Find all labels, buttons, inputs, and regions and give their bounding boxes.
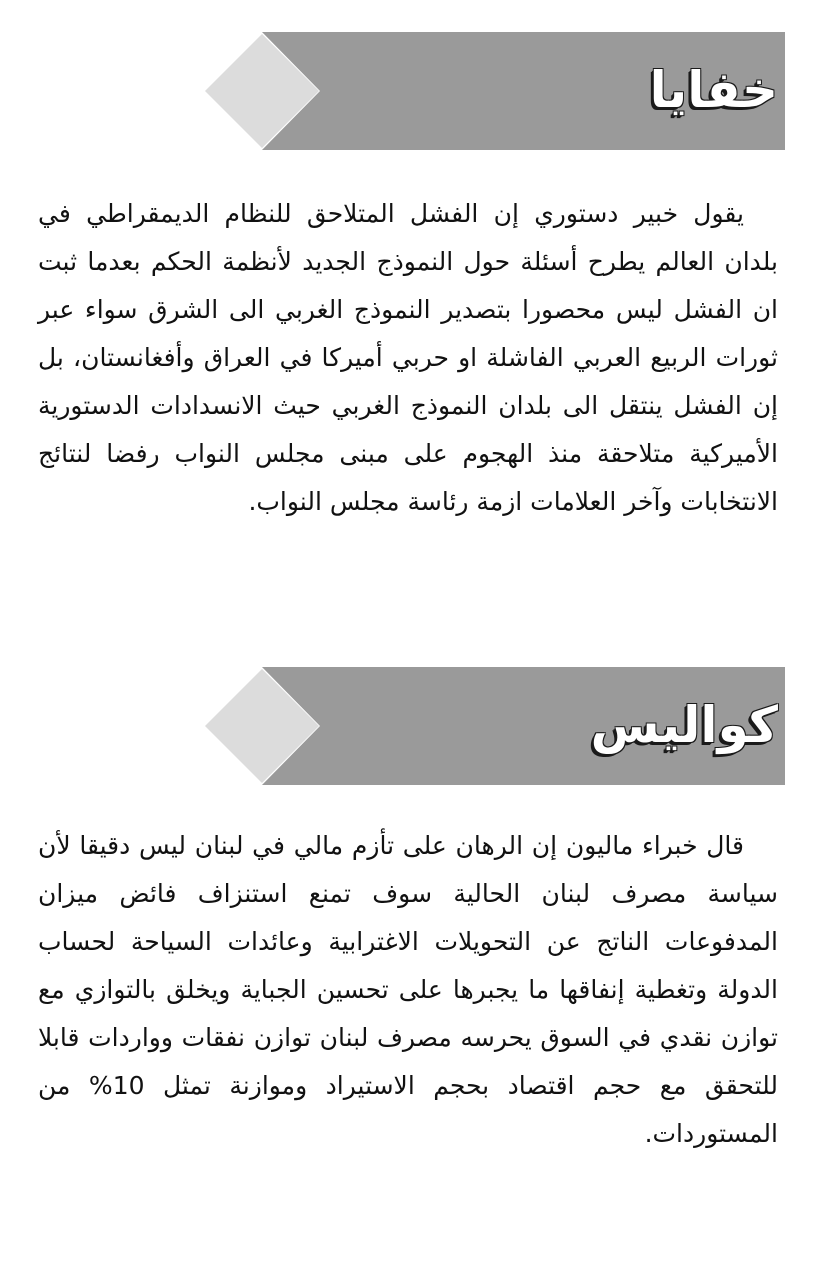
section-banner [0, 667, 832, 787]
section-body [38, 190, 778, 526]
section-paragraph: قال خبراء ماليون إن الرهان على تأزم مالي في لبنان ليس دقيقا لأن سياسة مصرف لبنان الحالية سوف تمنع استنزاف فائض ميزان المدفوعات الناتج عن التحويلات الاغترابية وعائدات السياحة لحساب الدولة وتغطية إنفاقها ما يجبرها على تحسين الجباية ويخلق بالتوازي مع توازن نقدي في السوق يحرسه مصرف لبنان توازن نفقات وواردات قابلا للتحقق مع حجم اقتصاد بحجم الاستيراد وموازنة تمثل 10% من المستوردات. [38, 831, 779, 1148]
section-title: كواليس [590, 696, 778, 754]
section-paragraph: يقول خبير دستوري إن الفشل المتلاحق للنظام الديمقراطي في بلدان العالم يطرح أسئلة حول النموذج الجديد لأنظمة الحكم بعدما ثبت ان الفشل ليس محصورا بتصدير النموذج الغربي الى الشرق سواء عبر ثورات الربيع العربي الفاشلة او حربي أميركا في العراق وأفغانستان، بل إن الفشل ينتقل الى بلدان النموذج الغربي حيث الانسدادات الدستورية الأميركية متلاحقة منذ الهجوم على مبنى مجلس النواب رفضا لنتائج الانتخابات وآخر العلامات ازمة رئاسة مجلس النواب. [38, 199, 778, 516]
section-title: خفايا [649, 61, 778, 119]
section-body [38, 822, 778, 1158]
section-banner [0, 32, 832, 152]
